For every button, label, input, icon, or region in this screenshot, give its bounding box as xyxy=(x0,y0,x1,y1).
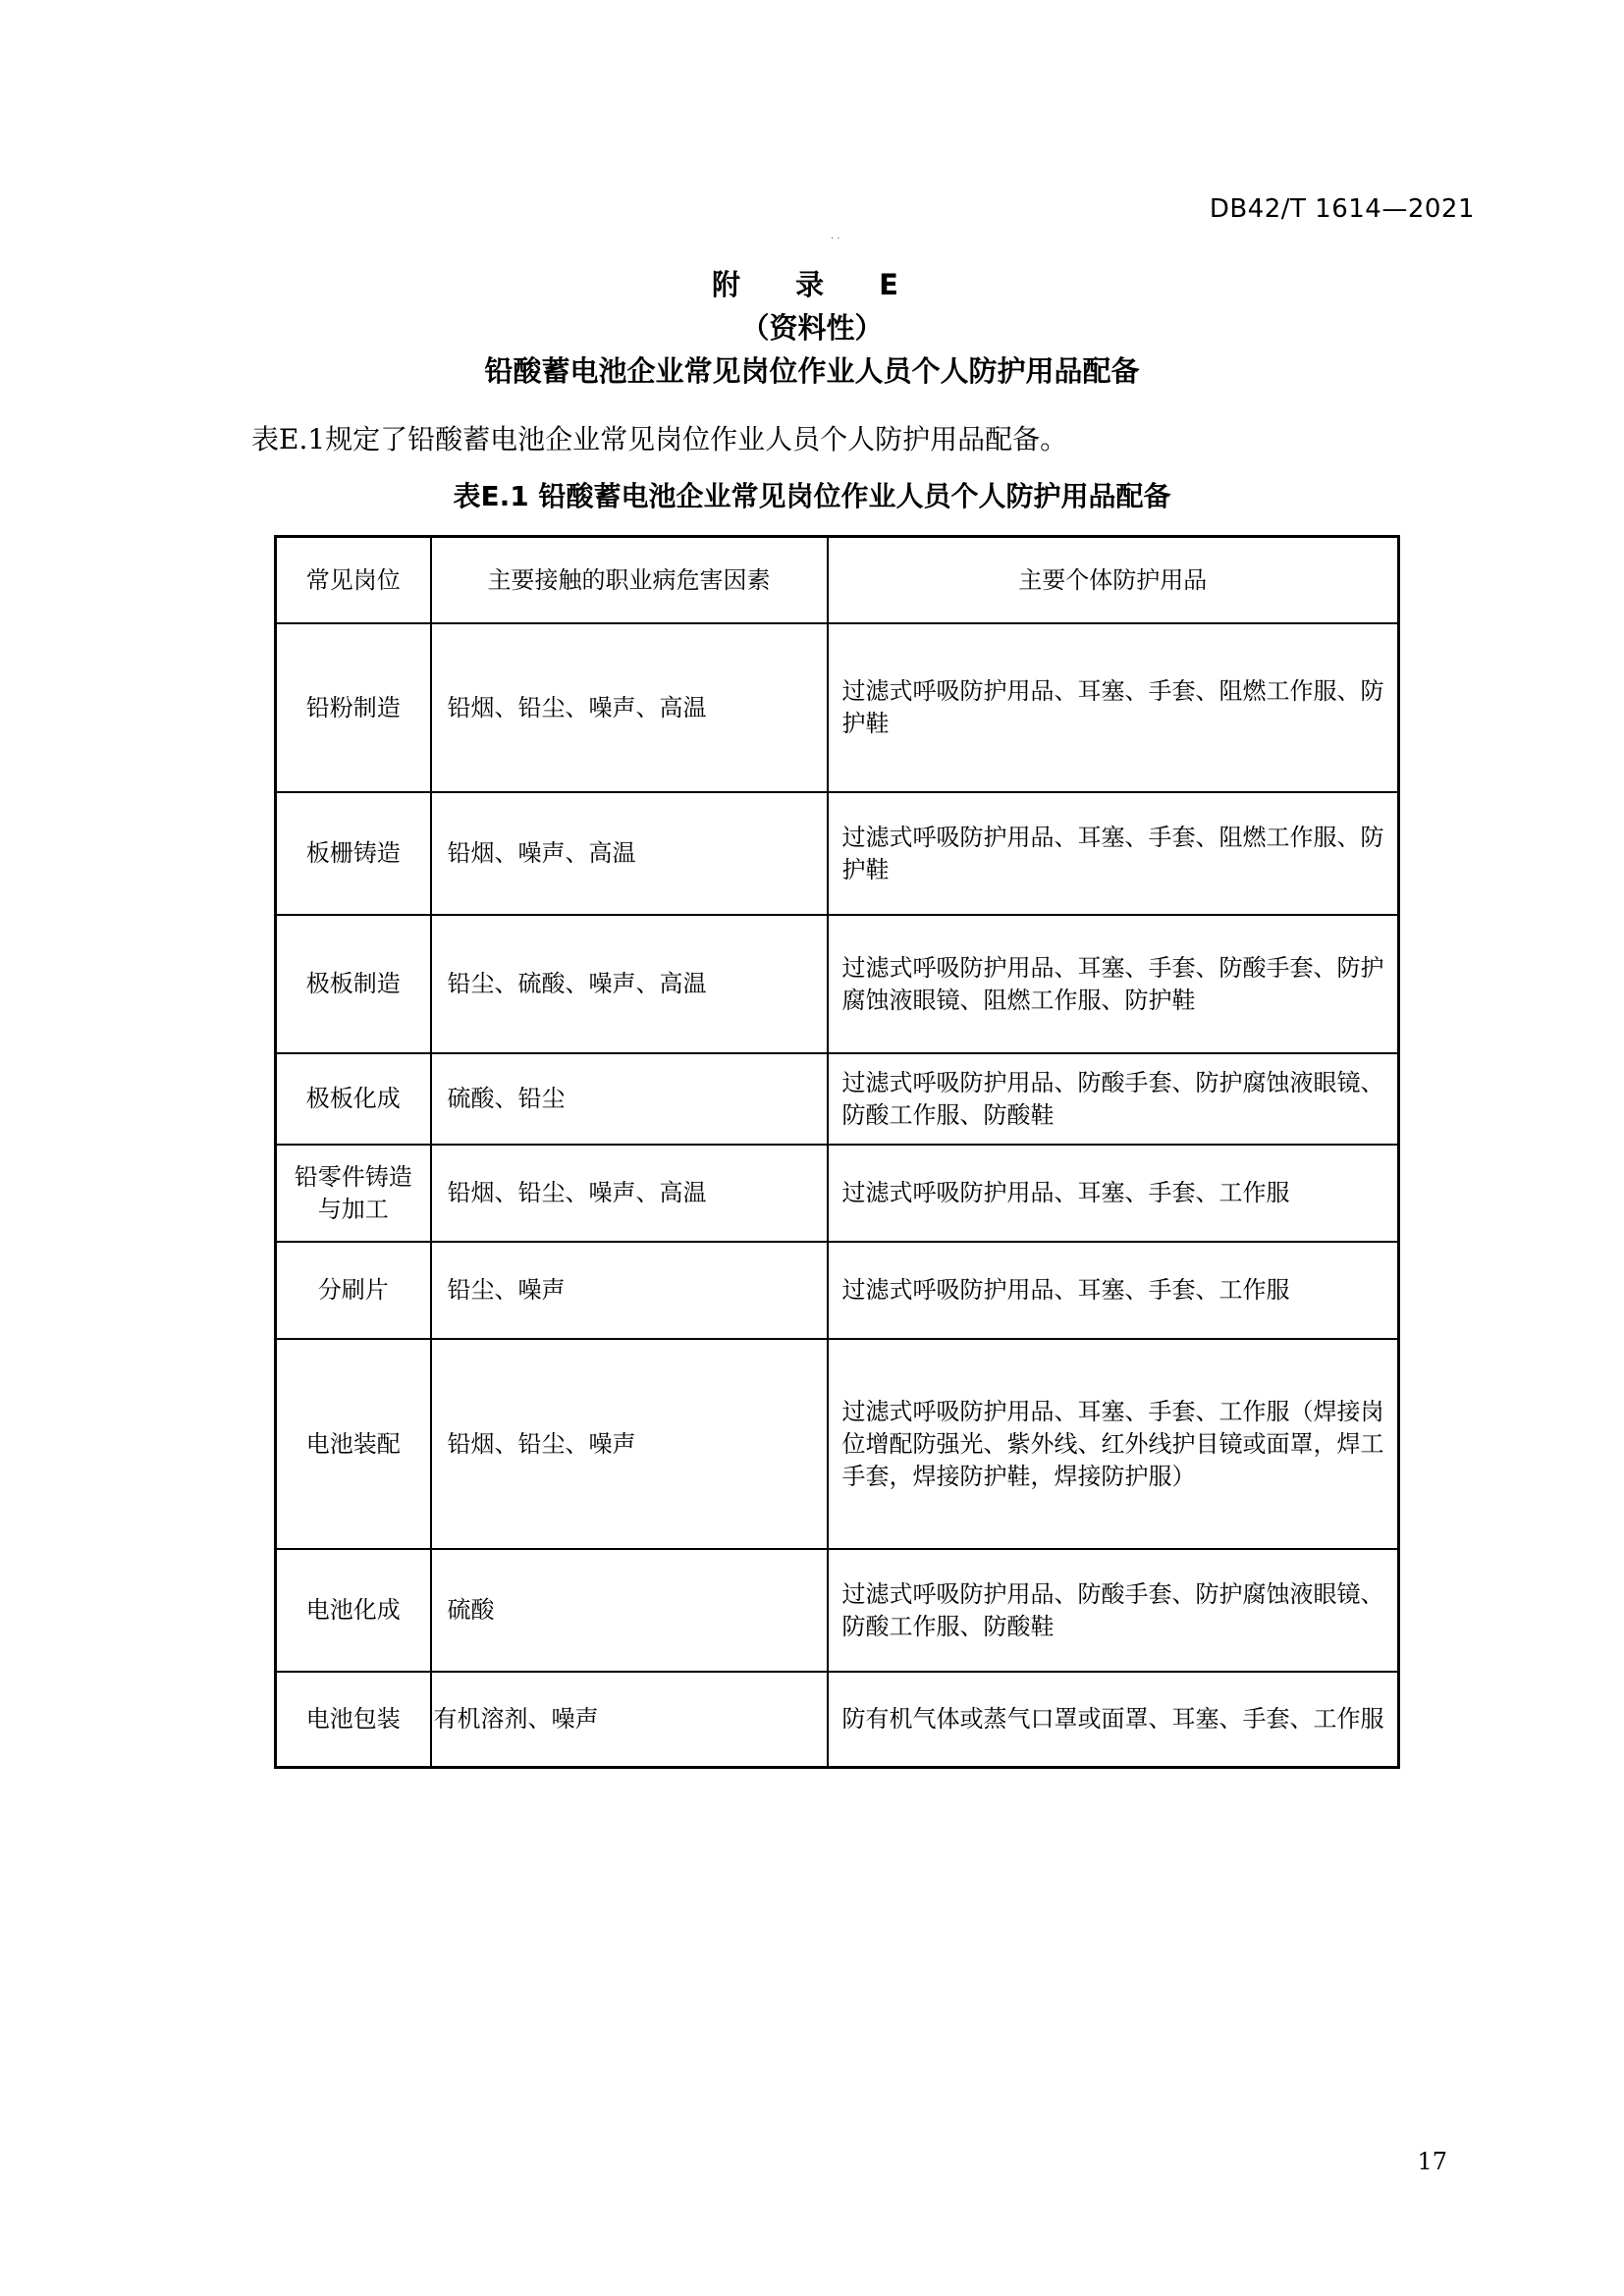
cell-ppe: 过滤式呼吸防护用品、耳塞、手套、防酸手套、防护腐蚀液眼镜、阻燃工作服、防护鞋 xyxy=(828,915,1399,1053)
cell-post: 板栅铸造 xyxy=(276,792,431,915)
cell-hazards: 铅烟、噪声、高温 xyxy=(431,792,828,915)
table-row xyxy=(276,623,1399,792)
appendix-title: 附 录 E xyxy=(711,268,912,301)
cell-hazards: 硫酸 xyxy=(431,1549,828,1672)
appendix-heading: 铅酸蓄电池企业常见岗位作业人员个人防护用品配备 xyxy=(484,354,1140,388)
ppe-table xyxy=(274,535,1400,1769)
cell-hazards: 铅烟、铅尘、噪声 xyxy=(431,1339,828,1549)
cell-ppe: 防有机气体或蒸气口罩或面罩、耳塞、手套、工作服 xyxy=(828,1672,1399,1767)
table-header-row xyxy=(276,537,1399,624)
cell-post: 极板化成 xyxy=(276,1053,431,1145)
cell-ppe: 过滤式呼吸防护用品、耳塞、手套、工作服（焊接岗位增配防强光、紫外线、红外线护目镜或面罩，焊工手套，焊接防护鞋，焊接防护服） xyxy=(828,1339,1399,1549)
small-mark: · · xyxy=(831,234,840,244)
table-row xyxy=(276,1242,1399,1339)
intro-paragraph: 表E.1规定了铅酸蓄电池企业常见岗位作业人员个人防护用品配备。 xyxy=(251,423,1068,455)
cell-post: 极板制造 xyxy=(276,915,431,1053)
cell-ppe: 过滤式呼吸防护用品、耳塞、手套、阻燃工作服、防护鞋 xyxy=(828,623,1399,792)
page-number: 17 xyxy=(1417,2148,1447,2175)
document-code: DB42/T 1614—2021 xyxy=(1209,194,1475,224)
cell-hazards: 有机溶剂、噪声 xyxy=(431,1672,828,1767)
table-row xyxy=(276,1053,1399,1145)
cell-ppe: 过滤式呼吸防护用品、防酸手套、防护腐蚀液眼镜、防酸工作服、防酸鞋 xyxy=(828,1549,1399,1672)
cell-post: 分刷片 xyxy=(276,1242,431,1339)
table-row xyxy=(276,915,1399,1053)
cell-hazards: 铅烟、铅尘、噪声、高温 xyxy=(431,1145,828,1242)
table-row xyxy=(276,1672,1399,1767)
table-row xyxy=(276,1549,1399,1672)
cell-hazards: 铅尘、硫酸、噪声、高温 xyxy=(431,915,828,1053)
cell-post: 铅粉制造 xyxy=(276,623,431,792)
cell-hazards: 硫酸、铅尘 xyxy=(431,1053,828,1145)
header-post: 常见岗位 xyxy=(276,537,431,624)
cell-ppe: 过滤式呼吸防护用品、防酸手套、防护腐蚀液眼镜、防酸工作服、防酸鞋 xyxy=(828,1053,1399,1145)
cell-hazards: 铅尘、噪声 xyxy=(431,1242,828,1339)
appendix-subtitle: （资料性） xyxy=(740,311,884,345)
cell-post: 电池化成 xyxy=(276,1549,431,1672)
table-row xyxy=(276,792,1399,915)
cell-post: 电池包装 xyxy=(276,1672,431,1767)
cell-hazards: 铅烟、铅尘、噪声、高温 xyxy=(431,623,828,792)
header-hazards: 主要接触的职业病危害因素 xyxy=(431,537,828,624)
cell-post: 电池装配 xyxy=(276,1339,431,1549)
cell-post: 铅零件铸造与加工 xyxy=(276,1145,431,1242)
header-ppe: 主要个体防护用品 xyxy=(828,537,1399,624)
table-caption: 表E.1 铅酸蓄电池企业常见岗位作业人员个人防护用品配备 xyxy=(453,480,1171,512)
table-row xyxy=(276,1145,1399,1242)
cell-ppe: 过滤式呼吸防护用品、耳塞、手套、工作服 xyxy=(828,1242,1399,1339)
cell-ppe: 过滤式呼吸防护用品、耳塞、手套、工作服 xyxy=(828,1145,1399,1242)
table-row xyxy=(276,1339,1399,1549)
cell-ppe: 过滤式呼吸防护用品、耳塞、手套、阻燃工作服、防护鞋 xyxy=(828,792,1399,915)
